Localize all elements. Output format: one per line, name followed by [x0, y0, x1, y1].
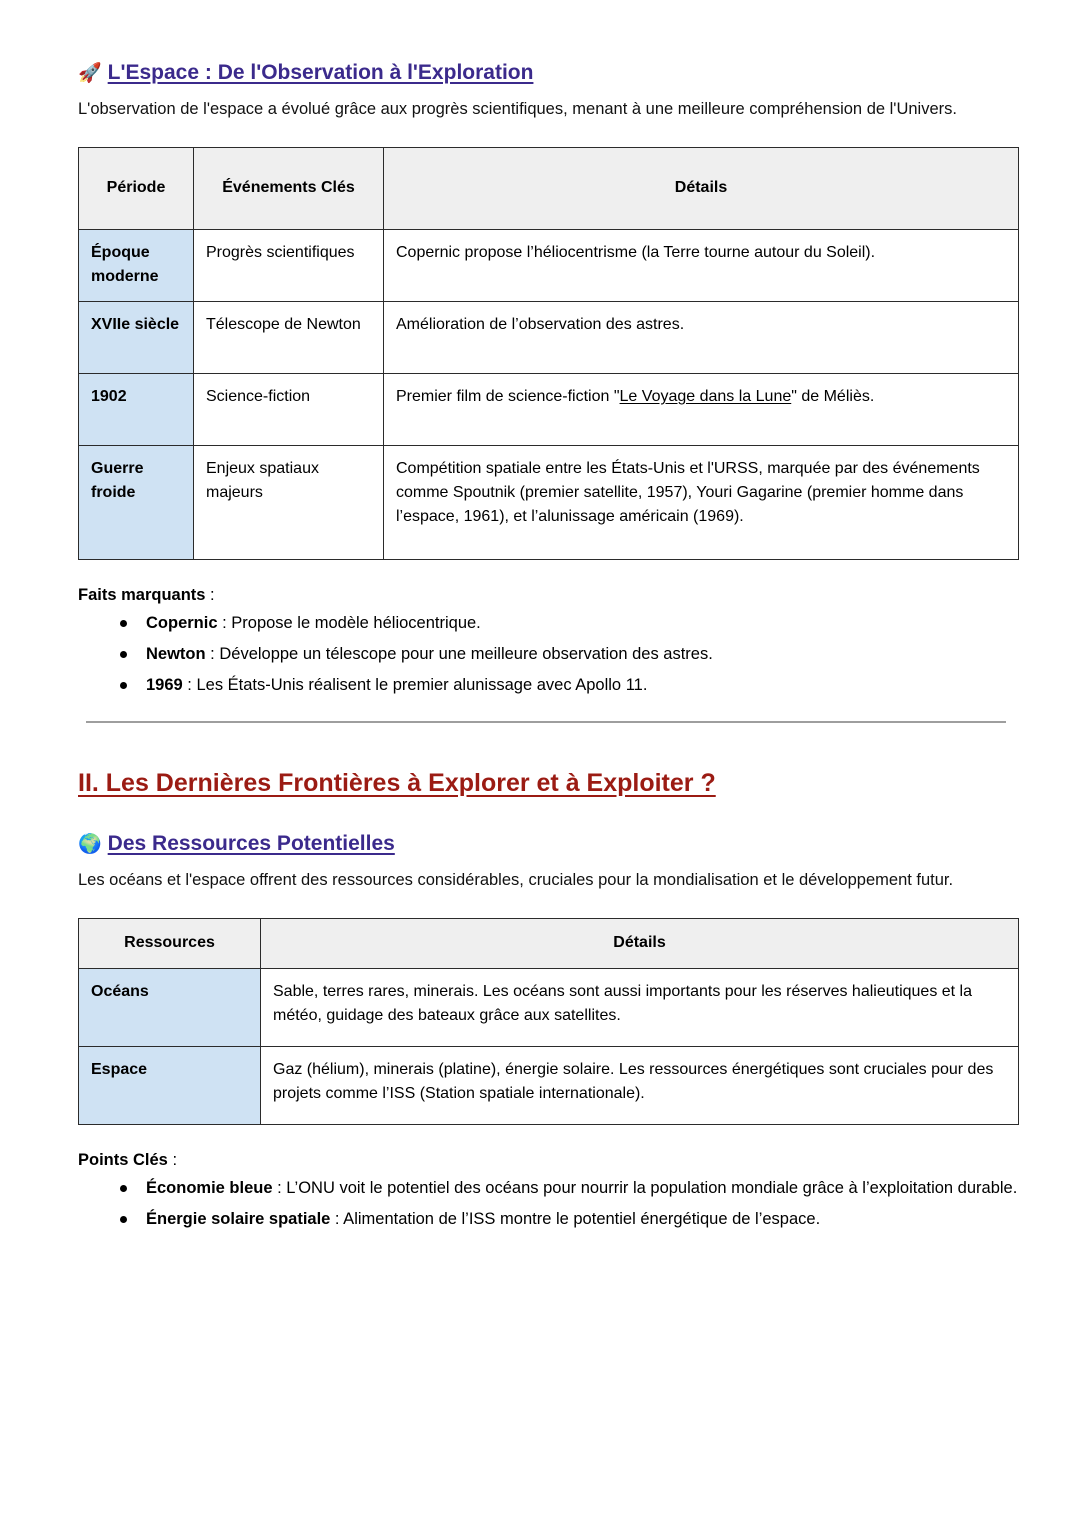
resources-section-heading-label: Des Ressources Potentielles [107, 832, 395, 856]
list-item-text: : Les États-Unis réalisent le premier alunissage avec Apollo 11. [182, 675, 648, 694]
list-item-text: : Propose le modèle héliocentrique. [217, 614, 481, 633]
cell-evenement: Télescope de Newton [194, 301, 384, 373]
resources-section-heading [78, 831, 1018, 857]
cell-details: Amélioration de l’observation des astres. [384, 301, 1019, 373]
cell-periode: Époque moderne [79, 229, 194, 301]
earth-globe-icon: 🌍 [78, 832, 102, 855]
list-item [118, 641, 1018, 668]
cell-details [384, 373, 1019, 445]
section-two-heading: II. Les Dernières Frontières à Explorer et à Exploiter ? [78, 768, 716, 797]
column-header-details: Détails [384, 147, 1019, 229]
cell-details: Copernic propose l’héliocentrisme (la Terre tourne autour du Soleil). [384, 229, 1019, 301]
column-header-evenements: Événements Clés [194, 147, 384, 229]
column-header-details: Détails [261, 918, 1019, 968]
cell-ressource: Océans [79, 968, 261, 1046]
details-film-title: Le Voyage dans la Lune [619, 387, 792, 405]
cell-evenement: Progrès scientifiques [194, 229, 384, 301]
list-item-term: Économie bleue [146, 1179, 273, 1198]
cell-periode: XVIIe siècle [79, 301, 194, 373]
table-row [79, 301, 1019, 373]
faits-marquants-list [78, 610, 1018, 698]
cell-periode: 1902 [79, 373, 194, 445]
list-item-term: Énergie solaire spatiale [146, 1210, 331, 1229]
cell-details: Compétition spatiale entre les États-Unis et l'URSS, marquée par des événements comme Spoutnik (premier satellite, 1957), Youri Gagarine (premier homme dans l’espace, 1961), et l’alunissage américain (1969). [384, 445, 1019, 559]
cell-evenement: Enjeux spatiaux majeurs [194, 445, 384, 559]
list-item-text: : L’ONU voit le potentiel des océans pour nourrir la population mondiale grâce à l’exploitation durable. [272, 1179, 1018, 1198]
list-item [118, 1206, 1018, 1233]
section-two-heading-wrap [78, 767, 1018, 832]
rocket-icon: 🚀 [78, 61, 102, 84]
table-row [79, 229, 1019, 301]
points-cles-colon: : [167, 1150, 178, 1169]
table-row [79, 373, 1019, 445]
list-item [118, 610, 1018, 637]
column-header-ressources: Ressources [79, 918, 261, 968]
list-item-text: : Alimentation de l’ISS montre le potentiel énergétique de l’espace. [330, 1210, 821, 1229]
list-item-term: Newton [146, 645, 206, 664]
resources-section-intro: Les océans et l'espace offrent des ressources considérables, cruciales pour la mondialisation et le développement futur. [78, 871, 954, 890]
cell-details: Sable, terres rares, minerais. Les océans sont aussi importants pour les réserves halieutiques et la météo, guidage des bateaux grâce aux satellites. [261, 968, 1019, 1046]
table-header-row [79, 918, 1019, 968]
details-suffix: " de Méliès. [791, 387, 875, 405]
space-section-intro: L'observation de l'espace a évolué grâce aux progrès scientifiques, menant à une meilleure compréhension de l'Univers. [78, 100, 957, 119]
cell-evenement: Science-fiction [194, 373, 384, 445]
table-row [79, 968, 1019, 1046]
faits-marquants-colon: : [205, 585, 215, 604]
faits-marquants-label: Faits marquants [78, 585, 206, 604]
resources-table [78, 918, 1019, 1125]
space-section-heading-label: L'Espace : De l'Observation à l'Exploration [107, 61, 534, 84]
cell-periode: Guerre froide [79, 445, 194, 559]
points-cles-title [78, 1147, 1018, 1173]
space-section-heading [78, 60, 1018, 86]
details-prefix: Premier film de science-fiction " [396, 387, 620, 405]
table-row [79, 445, 1019, 559]
table-header-row [79, 147, 1019, 229]
table-row [79, 1046, 1019, 1124]
list-item [118, 1175, 1018, 1202]
faits-marquants-title [78, 582, 1018, 608]
points-cles-list [78, 1175, 1018, 1232]
cell-details: Gaz (hélium), minerais (platine), énergie solaire. Les ressources énergétiques sont cruciales pour des projets comme l’ISS (Station spatiale internationale). [261, 1046, 1019, 1124]
points-cles-label: Points Clés [78, 1150, 168, 1169]
list-item-term: Copernic [146, 614, 218, 633]
cell-ressource: Espace [79, 1046, 261, 1124]
column-header-periode: Période [79, 147, 194, 229]
list-item [118, 672, 1018, 699]
space-history-table [78, 147, 1019, 560]
section-divider [86, 721, 1006, 723]
list-item-term: 1969 [146, 675, 183, 694]
list-item-text: : Développe un télescope pour une meilleure observation des astres. [205, 645, 713, 664]
